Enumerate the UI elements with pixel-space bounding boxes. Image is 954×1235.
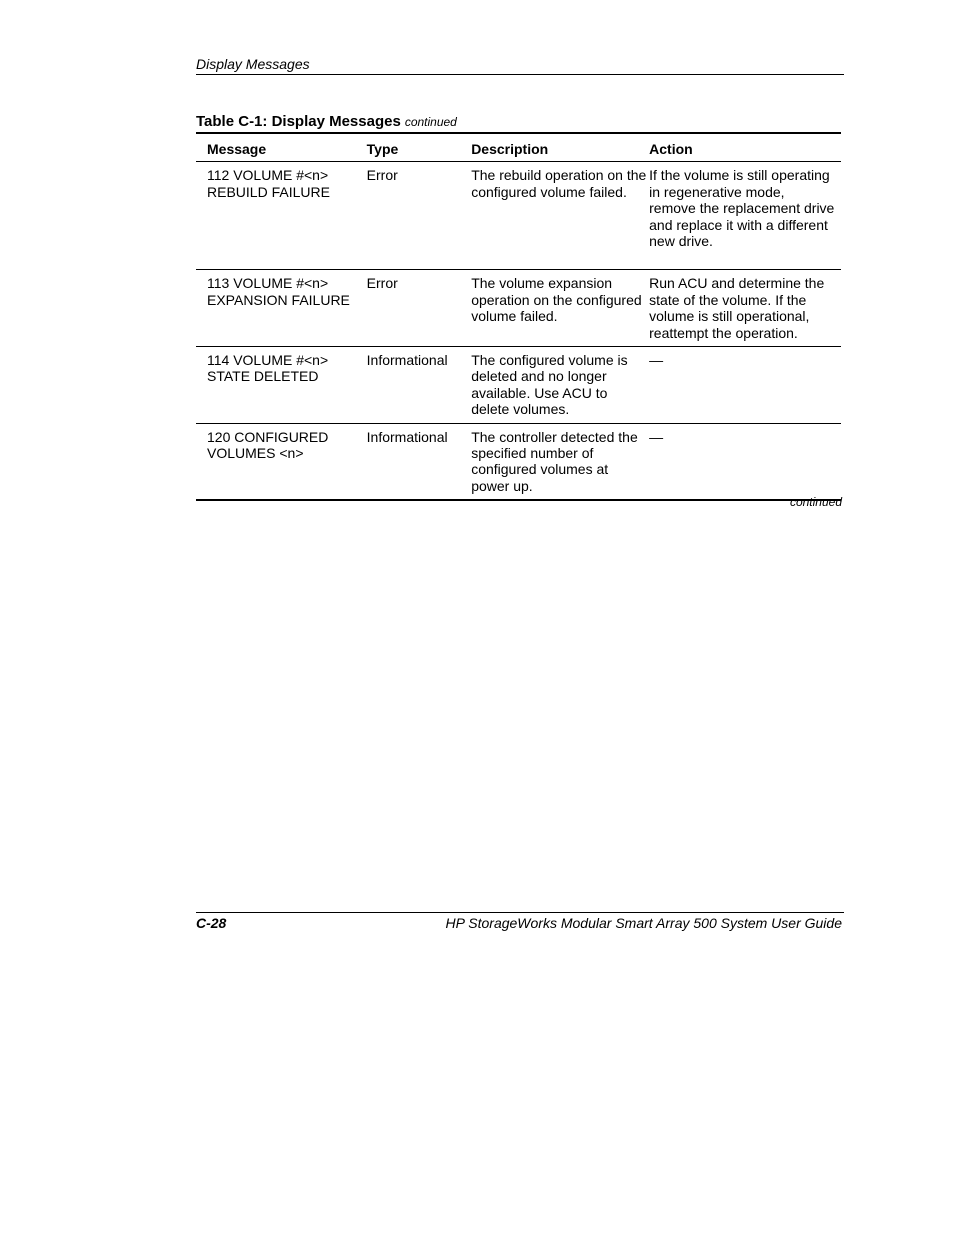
header-rule: [196, 74, 844, 75]
footer-book-title: HP StorageWorks Modular Smart Array 500 System User Guide: [445, 915, 842, 931]
cell-type: Informational: [366, 352, 448, 369]
table-continued-note: continued: [789, 495, 842, 509]
column-header-message: Message: [207, 141, 267, 157]
cell-action: Run ACU and determine the state of the volume. If the volume is still operational, reattempt the operation.: [649, 275, 825, 341]
table-caption: [196, 113, 457, 130]
cell-action: —: [649, 428, 664, 445]
cell-message: 114 VOLUME #<n> STATE DELETED: [207, 352, 329, 385]
cell-message: 120 CONFIGURED VOLUMES <n>: [207, 428, 329, 462]
footer-rule: [196, 912, 844, 913]
cell-description: The configured volume is deleted and no longer available. Use ACU to delete volumes.: [471, 352, 628, 418]
table-header-row: [196, 133, 841, 162]
table-row: [196, 270, 841, 347]
table-caption-title: Table C-1: Display Messages: [196, 113, 401, 130]
cell-type: Error: [366, 167, 398, 184]
column-header-action: Action: [649, 141, 693, 157]
cell-description: The volume expansion operation on the configured volume failed.: [471, 275, 642, 325]
table-row: [196, 423, 841, 500]
column-header-type: Type: [366, 141, 399, 157]
cell-type: Error: [366, 275, 398, 292]
cell-description: The controller detected the specified number of configured volumes at power up.: [471, 428, 638, 494]
cell-message: 113 VOLUME #<n> EXPANSION FAILURE: [207, 275, 350, 308]
table-caption-continued: continued: [404, 115, 457, 129]
cell-description: The rebuild operation on the configured volume failed.: [471, 167, 647, 200]
page-number: C-28: [196, 915, 227, 931]
cell-type: Informational: [366, 428, 448, 445]
table-row: [196, 162, 841, 270]
display-messages-table: [196, 132, 841, 501]
cell-action: If the volume is still operating in regenerative mode, remove the replacement drive and replace it with a different new drive.: [649, 167, 835, 250]
cell-message: 112 VOLUME #<n> REBUILD FAILURE: [207, 167, 330, 200]
column-header-description: Description: [471, 141, 549, 157]
running-header: Display Messages: [196, 56, 310, 72]
table-row: [196, 347, 841, 424]
cell-action: —: [649, 352, 664, 369]
